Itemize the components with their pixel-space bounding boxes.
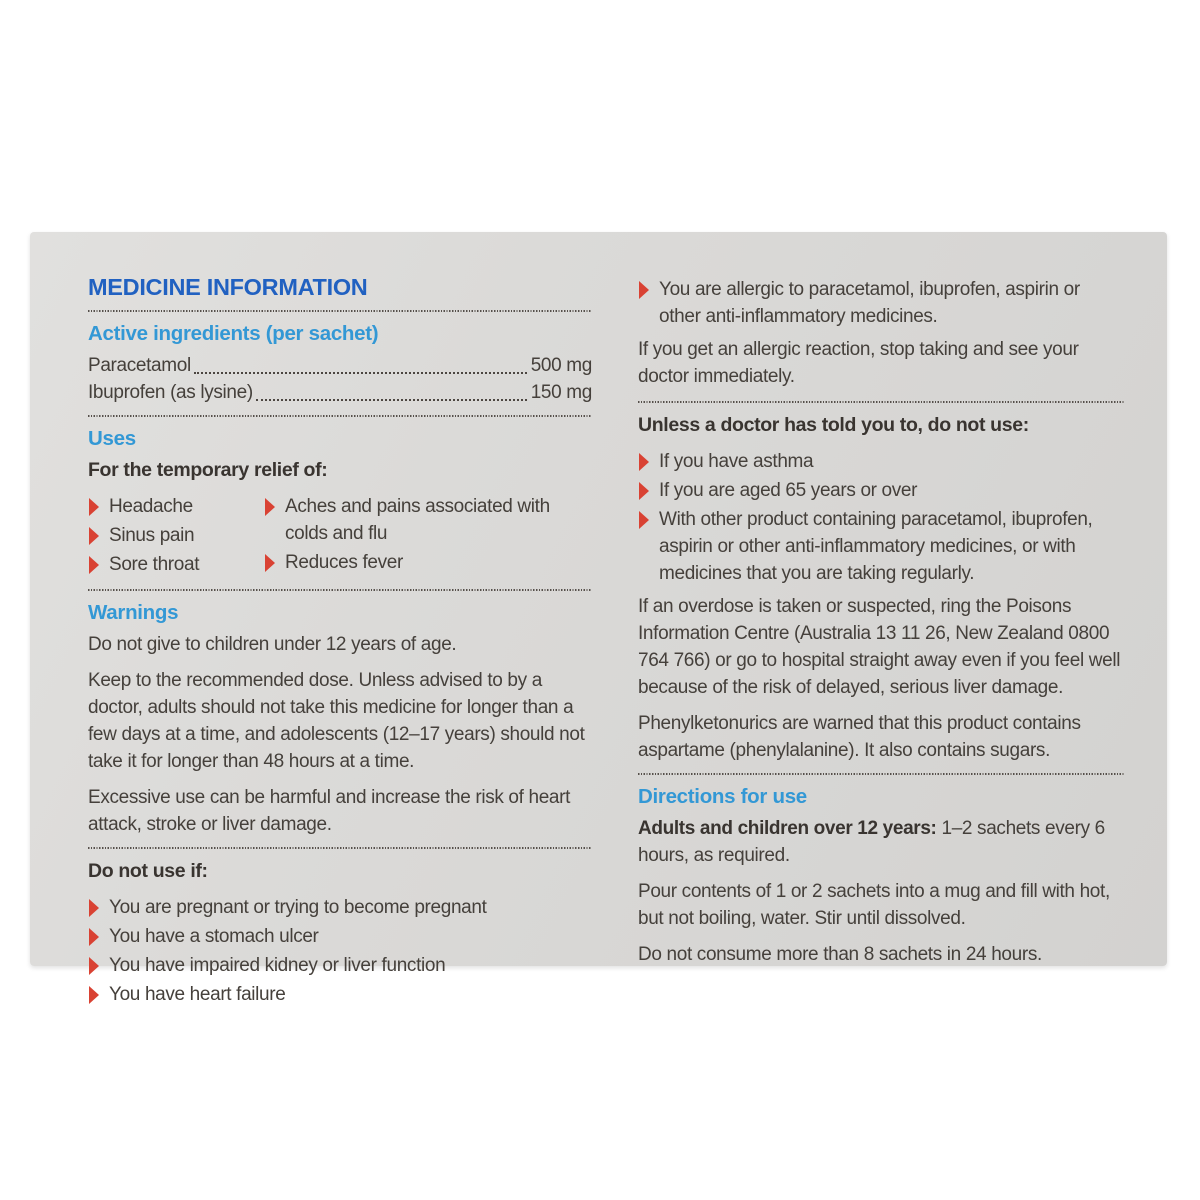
list-item	[264, 549, 592, 576]
list-item-text: You have impaired kidney or liver function	[109, 955, 446, 976]
section-divider	[638, 773, 1124, 775]
arrow-bullet-icon	[89, 928, 99, 946]
list-item-text: Headache	[109, 496, 193, 517]
list-item	[88, 952, 592, 979]
ingredient-row	[88, 379, 592, 406]
list-item-text: With other product containing paracetamol, ibuprofen, aspirin or other anti-inflammatory medicines, or with medicines that you are taking regularly.	[659, 509, 1093, 584]
section-divider	[638, 401, 1124, 403]
dose-paragraph	[638, 815, 1124, 869]
arrow-bullet-icon	[89, 899, 99, 917]
ingredient-amount: 500 mg	[530, 355, 592, 376]
list-item	[638, 477, 1124, 504]
list-item-text: Sore throat	[109, 554, 200, 575]
list-item-text: You have heart failure	[109, 984, 286, 1005]
right-column	[638, 232, 1124, 977]
dot-leader	[194, 372, 527, 374]
ingredient-amount: 150 mg	[530, 382, 592, 403]
uses-column-2	[264, 493, 592, 580]
arrow-bullet-icon	[265, 498, 275, 516]
panel-title: MEDICINE INFORMATION	[88, 274, 368, 300]
allergy-paragraph: If you get an allergic reaction, stop taking and see your doctor immediately.	[638, 339, 1079, 387]
overdose-paragraph: If an overdose is taken or suspected, ring the Poisons Information Centre (Australia 13 11 26, New Zealand 0800 764 766) or go to hospital straight away even if you feel well because of the risk of delayed, serious liver damage.	[638, 596, 1121, 698]
warnings-heading: Warnings	[88, 601, 179, 624]
section-divider	[88, 310, 592, 312]
warning-paragraph: Do not give to children under 12 years of age.	[88, 634, 457, 655]
uses-bullet-grid	[88, 493, 592, 580]
arrow-bullet-icon	[265, 554, 275, 572]
dose-lead: Adults and children over 12 years:	[638, 818, 937, 839]
arrow-bullet-icon	[89, 527, 99, 545]
directions-heading: Directions for use	[638, 785, 807, 808]
uses-column-1	[88, 493, 264, 580]
list-item-text: You are allergic to paracetamol, ibuprofen, aspirin or other anti-inflammatory medicines.	[659, 279, 1080, 327]
list-item	[264, 493, 592, 547]
list-item-text: If you have asthma	[659, 451, 814, 472]
list-item	[638, 506, 1124, 587]
do-not-use-heading: Do not use if:	[88, 860, 208, 882]
list-item	[88, 522, 264, 549]
active-ingredients-heading: Active ingredients (per sachet)	[88, 322, 379, 345]
warning-paragraph: Keep to the recommended dose. Unless advised to by a doctor, adults should not take this medicine for longer than a few days at a time, and adolescents (12–17 years) should not take it for longer than 48 hours at a time.	[88, 670, 585, 772]
list-item-text: Sinus pain	[109, 525, 195, 546]
section-divider	[88, 589, 592, 591]
directions-paragraph: Do not consume more than 8 sachets in 24 hours.	[638, 944, 1042, 965]
ingredient-name: Ibuprofen (as lysine)	[88, 382, 253, 403]
arrow-bullet-icon	[89, 498, 99, 516]
list-item-text: You have a stomach ulcer	[109, 926, 319, 947]
arrow-bullet-icon	[89, 556, 99, 574]
section-divider	[88, 847, 592, 849]
list-item	[88, 981, 592, 1008]
arrow-bullet-icon	[639, 281, 649, 299]
list-item-text: Aches and pains associated with colds and flu	[285, 496, 550, 544]
ingredient-name: Paracetamol	[88, 355, 191, 376]
dose-rest: 1–2 sachets every 6 hours, as required.	[638, 818, 1105, 866]
ingredient-row	[88, 352, 592, 379]
arrow-bullet-icon	[639, 453, 649, 471]
medicine-info-panel	[30, 232, 1167, 1005]
list-item	[638, 448, 1124, 475]
arrow-bullet-icon	[639, 511, 649, 529]
list-item-text: If you are aged 65 years or over	[659, 480, 918, 501]
list-item-text: You are pregnant or trying to become pregnant	[109, 897, 487, 918]
arrow-bullet-icon	[639, 482, 649, 500]
list-item	[88, 493, 264, 520]
uses-lead: For the temporary relief of:	[88, 459, 328, 481]
arrow-bullet-icon	[89, 986, 99, 1004]
list-item	[88, 894, 592, 921]
section-divider	[88, 415, 592, 417]
uses-heading: Uses	[88, 427, 136, 450]
left-column	[88, 232, 592, 1010]
list-item	[638, 276, 1124, 330]
list-item-text: Reduces fever	[285, 552, 403, 573]
phenylketonurics-paragraph: Phenylketonurics are warned that this product contains aspartame (phenylalanine). It also contains sugars.	[638, 713, 1081, 761]
unless-heading: Unless a doctor has told you to, do not use:	[638, 414, 1029, 436]
list-item	[88, 551, 264, 578]
directions-paragraph: Pour contents of 1 or 2 sachets into a mug and fill with hot, but not boiling, water. Stir until dissolved.	[638, 881, 1110, 929]
warning-paragraph: Excessive use can be harmful and increase the risk of heart attack, stroke or liver damage.	[88, 787, 571, 835]
dot-leader	[256, 399, 527, 401]
list-item	[88, 923, 592, 950]
arrow-bullet-icon	[89, 957, 99, 975]
